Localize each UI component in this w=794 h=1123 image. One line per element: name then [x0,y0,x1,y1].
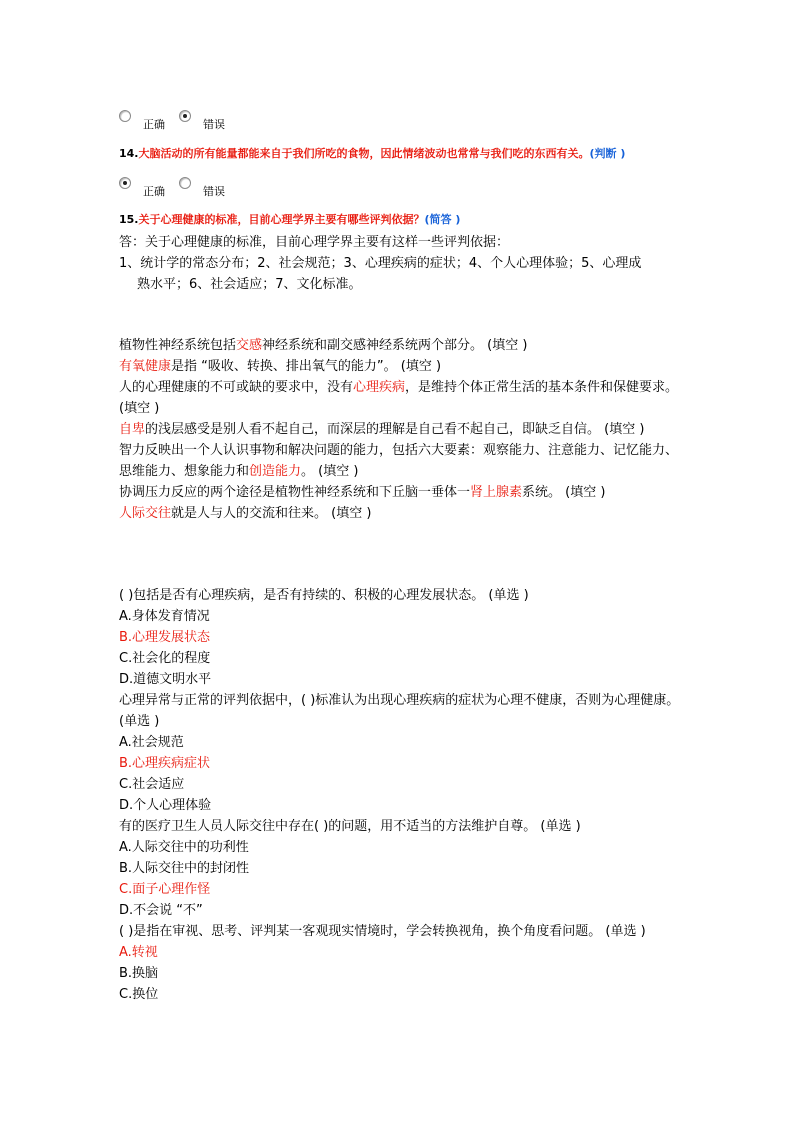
q15-tag: (简答 ) [424,213,461,226]
mc-section [119,585,681,1005]
mc-option: D.个人心理体验 [119,798,212,813]
mc-question [119,585,681,690]
fill-item [119,503,681,524]
mc-stem: ( )包括是否有心理疾病，是否有持续的、积极的心理发展状态。 (单选 ) [119,588,529,603]
mc-question [119,921,681,1005]
q15-answer [119,232,689,295]
mc-stem: 心理异常与正常的评判依据中，( )标准认为出现心理疾病的症状为心理不健康，否则为心理健康。 (单选 ) [119,693,680,729]
mc-option: A.社会规范 [119,735,184,750]
mc-option: C.社会化的程度 [119,651,211,666]
fill-text-post: 是指 “吸收、转换、排出氧气的能力”。 (填空 ) [171,359,442,374]
q15-number: 15. [119,213,139,226]
q14-text: 大脑活动的所有能量都能来自于我们所吃的食物，因此情绪波动也常常与我们吃的东西有关。 [138,147,590,160]
mc-question [119,690,681,816]
q15-answer-intro: 答：关于心理健康的标准，目前心理学界主要有这样一些评判依据： [119,235,510,250]
fill-answer: 创造能力 [249,464,302,479]
fill-item [119,419,681,440]
q14-tag: (判断 ) [589,147,626,160]
mc-option: C.社会适应 [119,777,185,792]
q13-radio-wrong[interactable] [179,110,191,122]
mc-option-correct: B.心理发展状态 [119,630,211,645]
mc-option: A.身体发育情况 [119,609,210,624]
fill-text-post: 系统。 (填空 ) [522,485,606,500]
fill-answer: 自卑 [119,422,146,437]
fill-text-post: 的浅层感受是别人看不起自己，而深层的理解是自己看不起自己，即缺乏自信。 (填空 ) [145,422,645,437]
fill-item [119,440,681,482]
fill-text-post: 神经系统和副交感神经系统两个部分。 (填空 ) [262,338,528,353]
fill-text-post: ，是维持个体正常生活的基本条件和保健要求。 (填空 ) [119,380,679,416]
q14-label-wrong: 错误 [203,185,225,198]
mc-option: C.换位 [119,987,159,1002]
fill-text-pre: 植物性神经系统包括 [119,338,237,353]
q15-text: 关于心理健康的标准，目前心理学界主要有哪些评判依据？ [138,213,425,226]
fill-answer: 心理疾病 [353,380,406,395]
mc-option: D.道德文明水平 [119,672,212,687]
mc-option-correct: A.转视 [119,945,158,960]
fill-item [119,356,681,377]
mc-option: B.人际交往中的封闭性 [119,861,250,876]
fill-text-post: 。 (填空 ) [301,464,359,479]
q13-radio-correct[interactable] [119,110,131,122]
fill-text-pre: 人的心理健康的不可或缺的要求中，没有 [119,380,354,395]
mc-option: A.人际交往中的功利性 [119,840,249,855]
fill-answer: 人际交往 [119,506,172,521]
q14-label-correct: 正确 [143,185,165,198]
mc-option: B.换脑 [119,966,159,981]
q14-question [119,146,699,162]
fill-item [119,482,681,503]
q14-radio-wrong[interactable] [179,177,191,189]
fill-answer: 交感 [236,338,263,353]
mc-question [119,816,681,921]
fill-section [119,335,681,524]
q14-number: 14. [119,147,139,160]
mc-stem: 有的医疗卫生人员人际交往中存在( )的问题，用不适当的方法维护自尊。 (单选 ) [119,819,581,834]
q13-options [119,110,239,131]
q15-answer-line1: 1、统计学的常态分布；2、社会规范；3、心理疾病的症状；4、个人心理体验；5、心理成 [119,256,642,271]
q13-label-wrong: 错误 [203,118,225,131]
fill-text-pre: 智力反映出一个人认识事物和解决问题的能力，包括六大要素：观察能力、注意能力、记忆能力、思维能力、想象能力和 [119,443,679,479]
fill-item [119,377,681,419]
fill-text-pre: 协调压力反应的两个途径是植物性神经系统和下丘脑一垂体一 [119,485,471,500]
mc-option: D.不会说 “不” [119,903,203,918]
q14-options [119,177,239,198]
fill-answer: 肾上腺素 [470,485,523,500]
mc-option-correct: C.面子心理作怪 [119,882,211,897]
q14-radio-correct[interactable] [119,177,131,189]
fill-item [119,335,681,356]
q13-label-correct: 正确 [143,118,165,131]
mc-stem: ( )是指在审视、思考、评判某一客观现实情境时，学会转换视角，换个角度看问题。 (单选 ) [119,924,646,939]
q15-answer-line2: 熟水平；6、社会适应；7、文化标准。 [137,277,362,292]
mc-option-correct: B.心理疾病症状 [119,756,211,771]
fill-answer: 有氧健康 [119,359,172,374]
fill-text-post: 就是人与人的交流和往来。 (填空 ) [171,506,372,521]
q15-question [119,212,460,228]
